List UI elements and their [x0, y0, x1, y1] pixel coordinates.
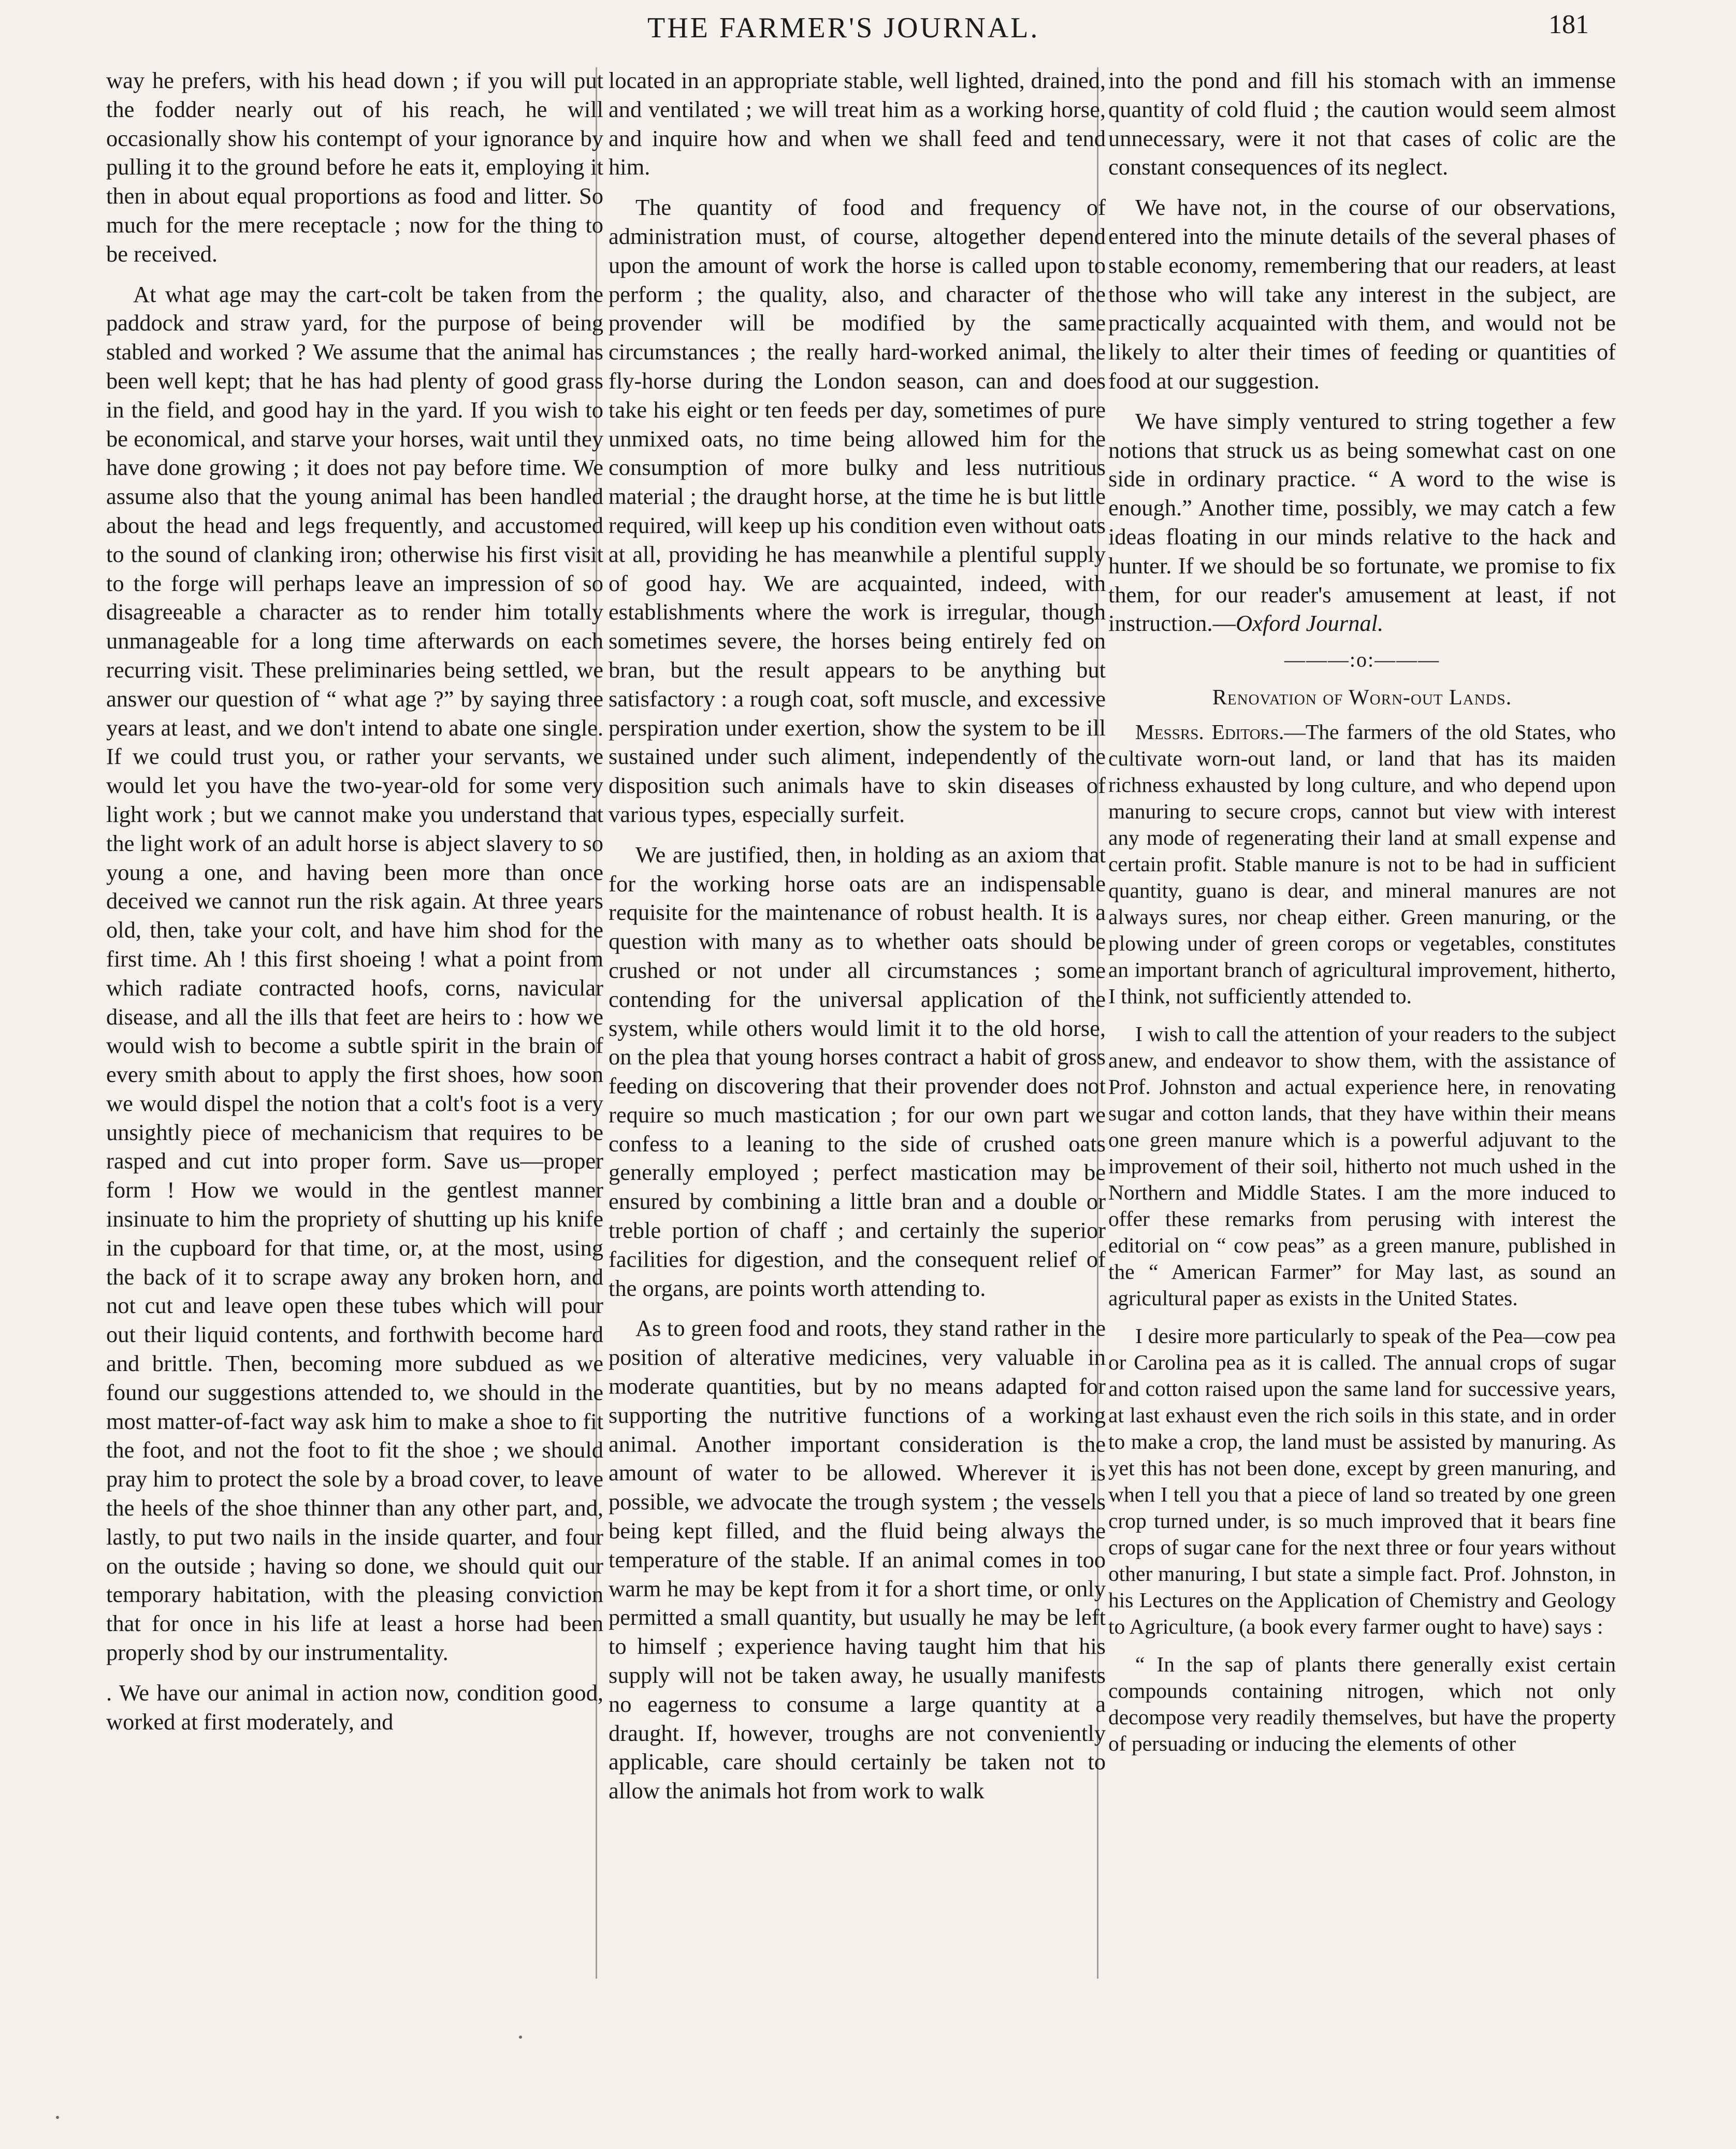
print-speck	[56, 2116, 59, 2119]
paragraph: We have not, in the course of our observations, entered into the minute details of the several phases of stable economy, remembering that our readers, at least those who will take any interest in the subject, are practically acquainted with them, and would not be likely to alter their times of feeding or quantities of food at our suggestion.	[1108, 194, 1616, 394]
paragraph: way he prefers, with his head down ; if you will put the fodder nearly out of his reach, he will occasionally show his contempt of your ignorance by pulling it to the ground before he eats it, employing it then in about equal proportions as food and litter. So much for the mere receptacle ; now for the thing to be received.	[106, 67, 603, 267]
article-column-2	[609, 66, 1106, 1806]
paragraph: located in an appropriate stable, well lighted, drained, and ventilated ; we will treat him as a working horse, and inquire how and when we shall feed and tend him.	[609, 67, 1106, 180]
letter-body	[1108, 719, 1616, 1757]
paragraph: into the pond and fill his stomach with an immense quantity of cold fluid ; the caution would seem almost unnecessary, were it not that cases of colic are the constant consequences of its neglect.	[1108, 67, 1616, 180]
paragraph: As to green food and roots, they stand rather in the position of alterative medicines, very valuable in moderate quantities, but by no means adapted for supporting the nutritive functions of a working animal. Another important consideration is the amount of water to be allowed. Wherever it is possible, we advocate the trough system ; the vessels being kept filled, and the fluid being always the temperature of the stable. If an animal comes in too warm he may be kept from it for a short time, or only permitted a small quantity, but usually he may be left to himself ; experience having taught him that his supply will not be taken away, he usually manifests no eagerness to consume a large quantity at a draught. If, however, troughs are not conveniently applicable, care should certainly be taken not to allow the animals hot from work to walk	[609, 1315, 1106, 1804]
article-column-3	[1108, 66, 1616, 1757]
journal-title: THE FARMER'S JOURNAL.	[647, 12, 1040, 44]
paragraph: At what age may the cart-colt be taken from the paddock and straw yard, for the purpose of being stabled and worked ? We assume that the animal has been well kept; that he has had plenty of good grass in the field, and good hay in the yard. If you wish to be economical, and starve your horses, wait until they have done growing ; it does not pay before time. We assume also that the young animal has been handled about the head and legs frequently, and accustomed to the sound of clanking iron; otherwise his first visit to the forge will perhaps leave an impression of so disagreeable a character as to render him totally unmanageable for a long time afterwards on each recurring visit. These preliminaries being settled, we answer our question of “ what age ?” by saying three years at least, and we don't intend to abate one single. If we could trust you, or rather your servants, we would let you have the two-year-old for some very light work ; but we cannot make you understand that the light work of an adult horse is abject slavery to so young a one, and having been more than once deceived we cannot run the risk again. At three years old, then, take your colt, and have him shod for the first time. Ah ! this first shoeing ! what a point from which radiate contracted hoofs, corns, navicular disease, and all the ills that feet are heirs to : how we would wish to become a subtle spirit in the brain of every smith about to apply the first shoes, how soon we would dispel the notion that a colt's foot is a very unsightly piece of mechanicism that requires to be rasped and cut into proper form. Save us—proper form ! How we would in the gentlest manner insinuate to him the propriety of shutting up his knife in the cupboard for that time, or, at the most, using the back of it to scrape away any broken horn, and not cut and leave open these tubes which will pour out their liquid contents, and forthwith become hard and brittle. Then, becoming more subdued as we found our suggestions attended to, we should in the most matter-of-fact way ask him to make a shoe to fit the foot, and not the foot to fit the shoe ; we should pray him to protect the sole by a broad cover, to leave the heels of the shoe thinner than any other part, and, lastly, to put two nails in the inside quarter, and four on the outside ; having so done, we should quit our temporary habitation, with the pleasing conviction that for once in his life at least a horse had been properly shod by our instrumentality.	[106, 281, 603, 1666]
quotation: “ In the sap of plants there generally exist certain compounds containing nitrogen, which not only decompose very readily themselves, but have the property of persuading or inducing the elements of other	[1108, 1652, 1616, 1755]
paragraph	[1108, 719, 1616, 1009]
source-credit: Oxford Journal.	[1235, 610, 1384, 637]
section-divider: ———:o:———	[1284, 648, 1440, 672]
paragraph: . We have our animal in action now, condition good, worked at first moderately, and	[106, 1679, 603, 1735]
paragraph	[1108, 407, 1616, 638]
print-speck	[519, 2036, 522, 2039]
paragraph-text: —The farmers of the old States, who cultivate worn-out land, or land that has its maiden richness exhausted by long culture, and who depend upon manuring to secure crops, cannot but view with interest any mode of regenerating their land at small expense and certain profit. Stable manure is not to be had in sufficient quantity, guano is dear, and mineral manures are not always sures, nor cheap either. Green manuring, or the plowing under of green corops or vegetables, constitutes an important branch of agricultural improvement, hitherto, I think, not sufficiently attended to.	[1108, 719, 1616, 1008]
paragraph: I wish to call the attention of your readers to the subject anew, and endeavor to show them, with the assistance of Prof. Johnston and actual experience here, in renovating sugar and cotton lands, that they have within their means one green manure which is a powerful adjuvant to the improvement of their soil, hitherto not much ushed in the Northern and Middle States. I am the more induced to offer these remarks from perusing with interest the editorial on “ cow peas” as a green manure, published in the “ American Farmer” for May last, as sound an agricultural paper as exists in the United States.	[1108, 1021, 1616, 1310]
article-column-1	[106, 66, 603, 1736]
salutation: Messrs. Editors.	[1135, 719, 1284, 744]
paragraph: The quantity of food and frequency of administration must, of course, altogether depend upon the amount of work the horse is called upon to perform ; the quality, also, and character of the provender will be modified by the same circumstances ; the really hard-worked animal, the fly-horse during the London season, can and does take his eight or ten feeds per day, sometimes of pure unmixed oats, no time being allowed him for the consumption of more bulky and less nutritious material ; the draught horse, at the time he is but little required, will keep up his condition even without oats at all, providing he has meanwhile a plentiful supply of good hay. We are acquainted, indeed, with establishments where the work is irregular, though sometimes severe, the horses being entirely fed on bran, but the result appears to be anything but satisfactory : a rough coat, soft muscle, and excessive perspiration under exertion, show the system to be ill sustained under such aliment, independently of the disposition such animals have to skin diseases of various types, especially surfeit.	[609, 194, 1106, 827]
page-number: 181	[1549, 10, 1589, 39]
running-head	[0, 9, 1736, 56]
paragraph-text: We have simply ventured to string together a few notions that struck us as being somewhat cast on one side in ordinary practice. “ A word to the wise is enough.” Another time, possibly, we may catch a few ideas floating in our minds relative to the hack and hunter. If we should be so fortunate, we promise to fix them, for our reader's amusement at least, if not instruction.—	[1108, 408, 1616, 637]
paragraph: I desire more particularly to speak of the Pea—cow pea or Carolina pea as it is called. The annual crops of sugar and cotton raised upon the same land for successive years, at last exhaust even the rich soils in this state, and in order to make a crop, the land must be assisted by manuring. As yet this has not been done, except by green manuring, and when I tell you that a piece of land so treated by one green crop turned under, is so much improved that it bears fine crops of sugar cane for the next three or four years without other manuring, I but state a simple fact. Prof. Johnston, in his Lectures on the Application of Chemistry and Geology to Agriculture, (a book every farmer ought to have) says :	[1108, 1323, 1616, 1638]
section-title: Renovation of Worn-out Lands.	[1212, 685, 1512, 710]
paragraph: We are justified, then, in holding as an axiom that for the working horse oats are an indispensable requisite for the maintenance of robust health. It is a question with many as to whether oats should be crushed or not under all circumstances ; some contending for the universal application of the system, while others would limit it to the old horse, on the plea that young horses contract a habit of gross feeding on discovering that their provender does not require so much mastication ; for our own part we confess to a leaning to the side of crushed oats generally employed ; perfect mastication may be ensured by combining a little bran and a double or treble portion of chaff ; and certainly the superior facilities for digestion, and the consequent relief of the organs, are points worth attending to.	[609, 841, 1106, 1301]
